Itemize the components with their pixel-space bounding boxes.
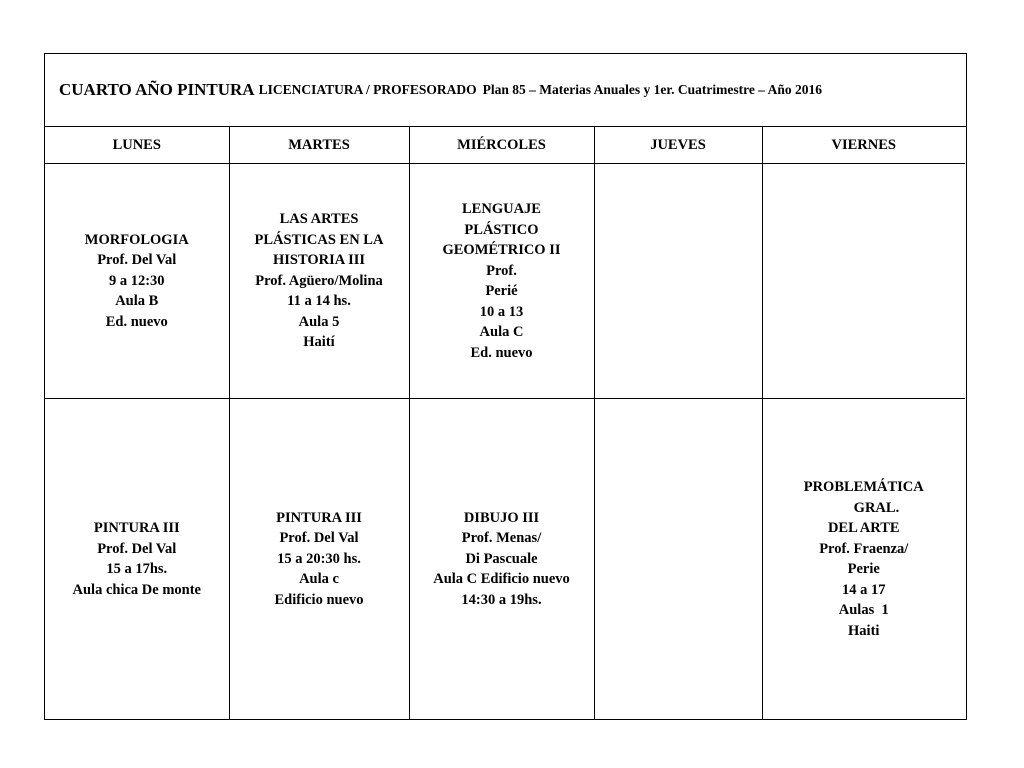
class-info-line: LAS ARTES <box>279 211 359 228</box>
day-header-miercoles: MIÉRCOLES <box>409 127 594 164</box>
class-cell <box>45 399 229 720</box>
class-info-line: Perié <box>485 283 518 299</box>
class-info-line: Aulas 1 <box>838 602 889 618</box>
class-info-line: Edificio nuevo <box>274 591 364 608</box>
class-info-line: 9 a 12:30 <box>108 272 165 289</box>
day-header-viernes: VIERNES <box>762 127 965 164</box>
class-info-line: LENGUAJE <box>462 201 541 217</box>
title-program: LICENCIATURA / PROFESORADO <box>258 82 477 97</box>
class-info-line: Aula 5 <box>298 313 340 330</box>
class-info-line: Prof. Fraenza/ <box>819 540 909 557</box>
class-info-line: Prof. Del Val <box>279 530 359 547</box>
schedule-title <box>45 54 966 127</box>
class-info-line: Perie <box>847 561 880 577</box>
class-info-line: PINTURA III <box>276 509 362 526</box>
class-info-line: Prof. Agüero/Molina <box>255 272 383 289</box>
class-info-line: HISTORIA III <box>272 252 365 269</box>
schedule-row-morning <box>45 164 965 399</box>
empty-cell <box>762 164 965 399</box>
class-info-line: MORFOLOGIA <box>84 231 189 248</box>
class-info-line: Prof. Del Val <box>97 252 177 269</box>
day-header-row <box>45 127 965 164</box>
class-cell <box>409 164 594 399</box>
empty-cell <box>594 164 762 399</box>
class-info-line: Prof. Del Val <box>97 540 177 557</box>
class-info-line: GEOMÉTRICO II <box>442 242 561 258</box>
class-info-line: DEL ARTE <box>827 520 900 536</box>
class-info-line: Ed. nuevo <box>470 344 533 361</box>
day-header-lunes: LUNES <box>45 127 229 164</box>
class-info-line: PLÁSTICAS EN LA <box>254 231 384 248</box>
class-info-line: PLÁSTICO <box>464 221 539 238</box>
class-info-line: Aula B <box>115 293 159 310</box>
class-info-line: Haití <box>303 334 335 351</box>
class-info-line: Prof. Menas/ <box>461 530 542 547</box>
class-cell <box>409 399 594 720</box>
class-info-line: Ed. nuevo <box>105 313 168 330</box>
schedule-row-afternoon <box>45 399 965 720</box>
class-info-line: Haiti <box>848 622 880 639</box>
class-info-line: PINTURA III <box>93 520 180 536</box>
class-cell <box>229 399 409 720</box>
empty-cell <box>594 399 762 720</box>
schedule-sheet <box>44 53 967 720</box>
class-info-line: Aula C Edificio nuevo <box>433 571 570 588</box>
title-plan: Plan 85 – Materias Anuales y 1er. Cuatrimestre – Año 2016 <box>482 82 822 97</box>
class-info-line: Di Pascuale <box>465 550 538 567</box>
day-header-martes: MARTES <box>229 127 409 164</box>
class-cell <box>45 164 229 399</box>
class-info-line: 10 a 13 <box>479 303 524 320</box>
day-header-jueves: JUEVES <box>594 127 762 164</box>
class-info-line: Aula chica De monte <box>72 581 201 598</box>
class-info-line: DIBUJO III <box>463 509 540 526</box>
class-info-line: Aula C <box>479 324 524 340</box>
class-info-line: 15 a 17hs. <box>106 561 168 577</box>
class-cell <box>229 164 409 399</box>
class-info-line: 14 a 17 <box>842 581 886 598</box>
schedule-table <box>45 127 965 719</box>
title-main: CUARTO AÑO PINTURA <box>59 80 255 99</box>
class-info-line: GRAL. <box>828 499 900 516</box>
class-cell <box>762 399 965 720</box>
class-info-line: 11 a 14 hs. <box>287 293 351 310</box>
class-info-line: PROBLEMÁTICA <box>803 479 924 495</box>
class-info-line: 14:30 a 19hs. <box>461 591 542 608</box>
class-info-line: 15 a 20:30 hs. <box>277 550 361 567</box>
class-info-line: Prof. <box>486 262 517 279</box>
class-info-line: Aula c <box>299 571 339 588</box>
